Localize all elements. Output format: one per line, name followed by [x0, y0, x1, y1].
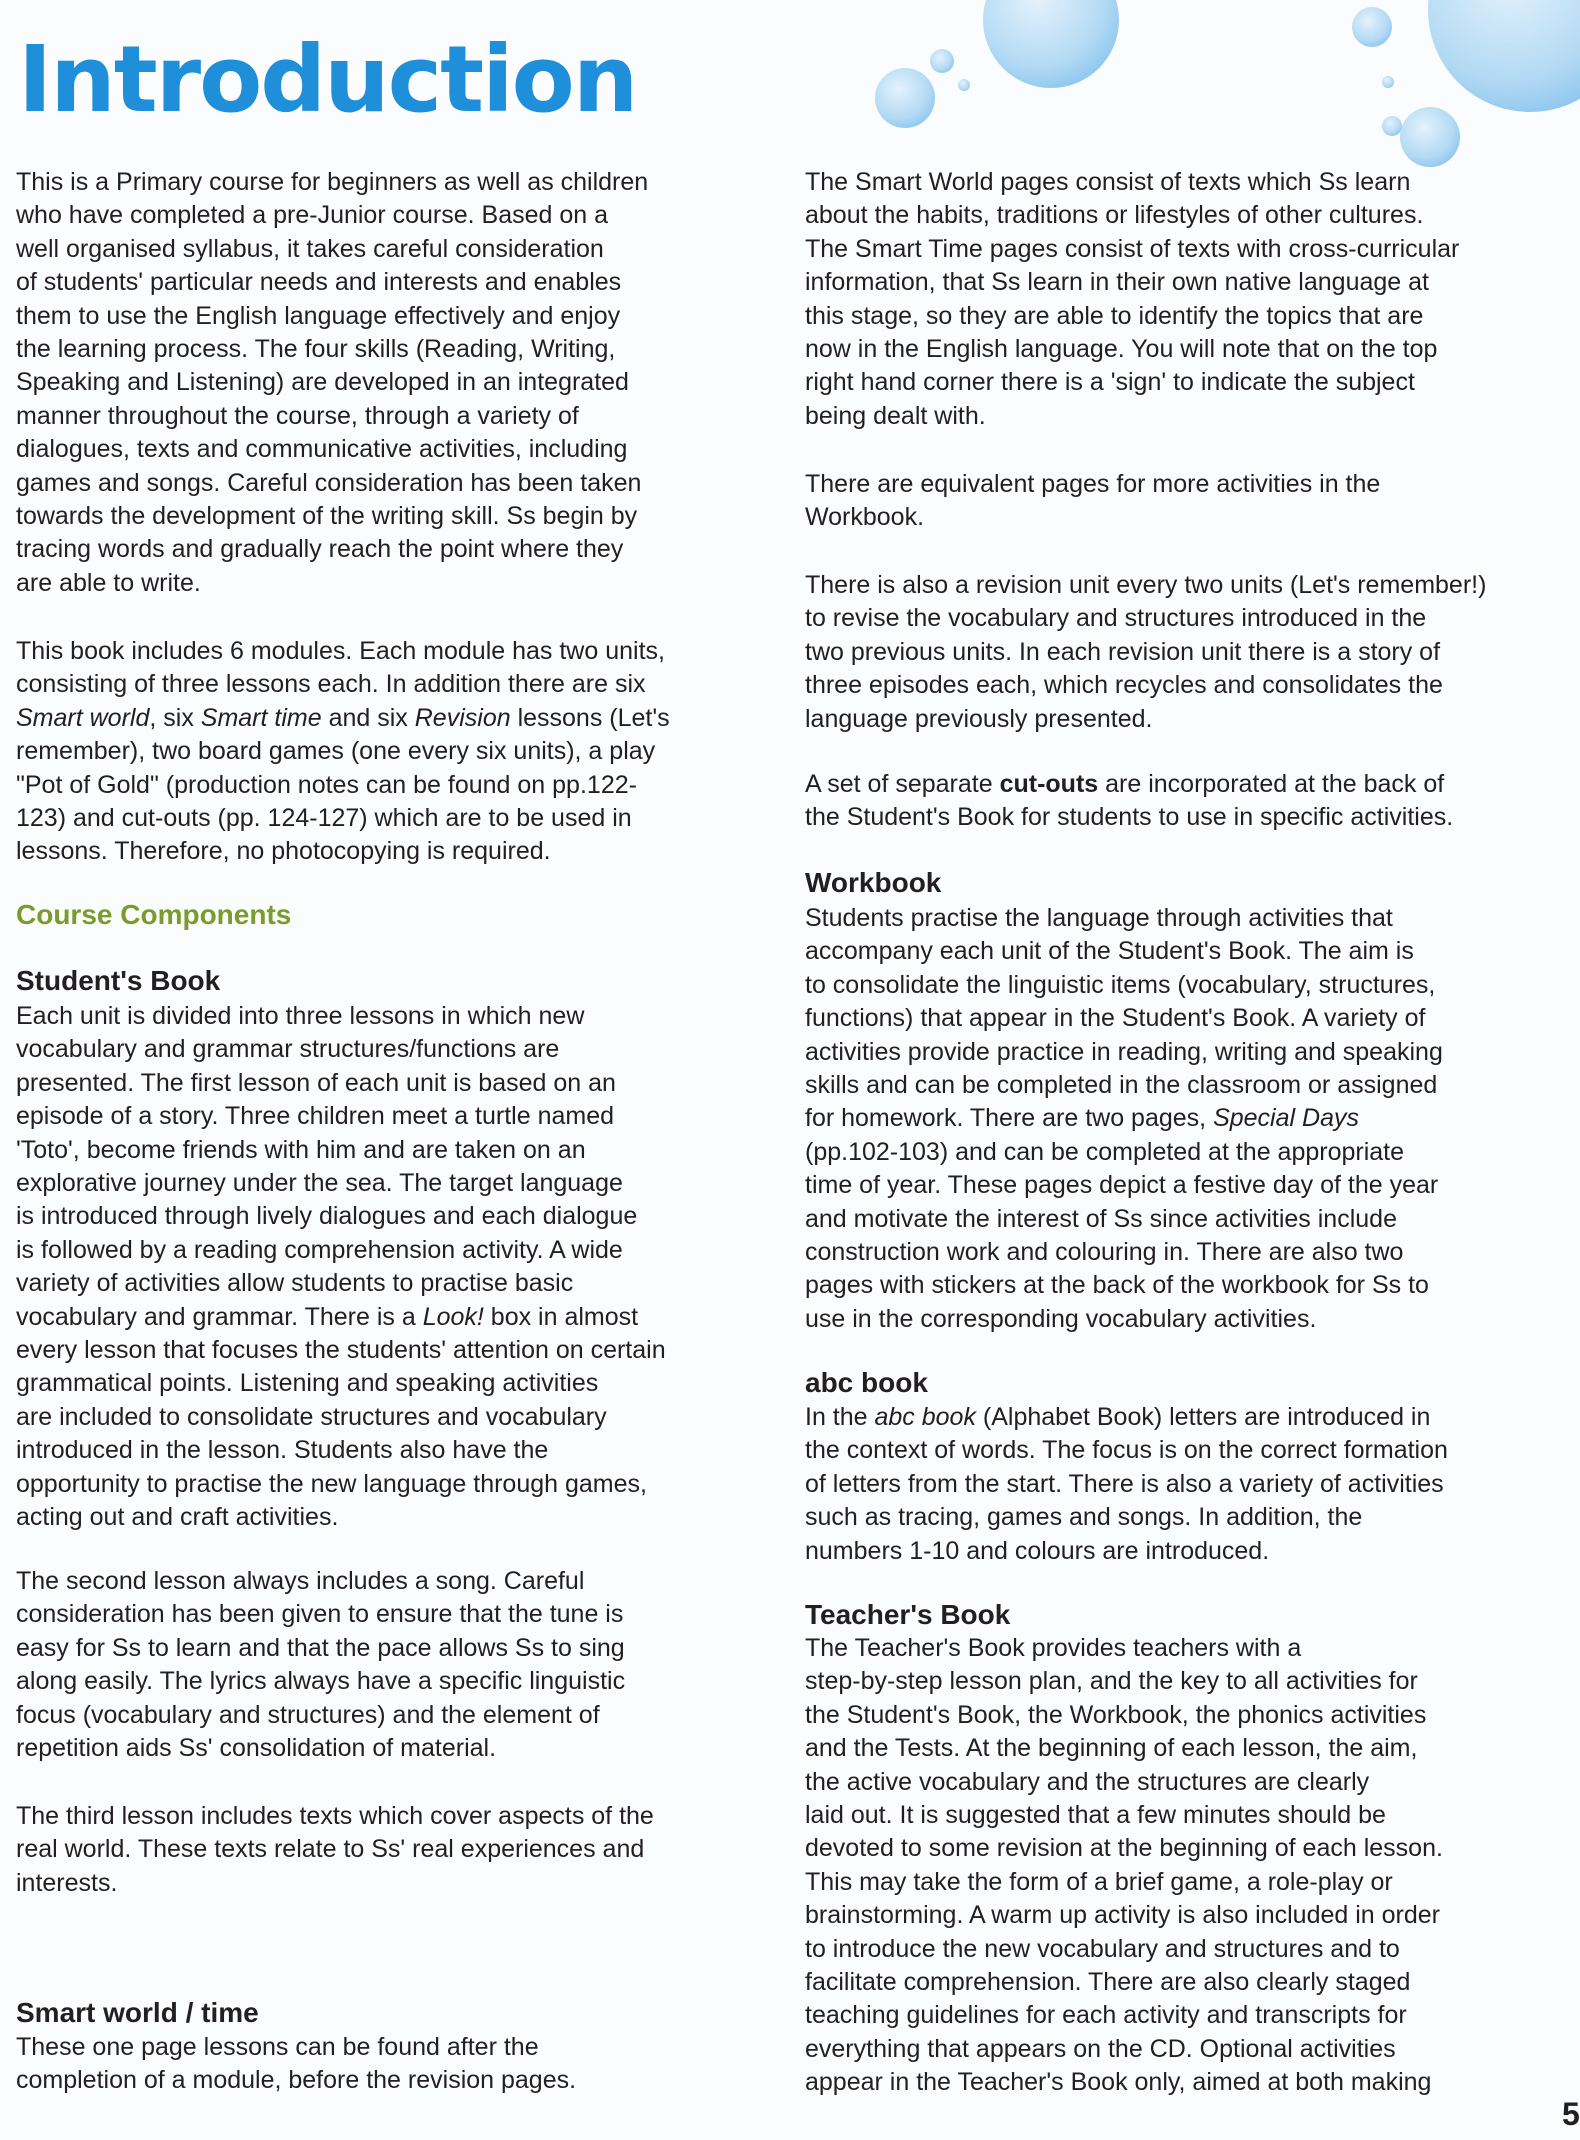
- text-line: manner throughout the course, through a variety of: [16, 401, 579, 430]
- text-line: easy for Ss to learn and that the pace allows Ss to sing: [16, 1633, 625, 1662]
- text-line: use in the corresponding vocabulary activities.: [805, 1304, 1317, 1333]
- modules-paragraph: [16, 635, 670, 869]
- text-segment: box in almost: [483, 1302, 639, 1331]
- teachers-book-paragraph: [805, 1632, 1443, 2100]
- text-line: time of year. These pages depict a festive day of the year: [805, 1171, 1439, 1200]
- text-segment: In the: [805, 1403, 875, 1431]
- text-line: to consolidate the linguistic items (vocabulary, structures,: [805, 970, 1436, 999]
- bubble: [875, 68, 935, 128]
- bold-text: cut-outs: [999, 770, 1099, 798]
- page-title: Introduction: [18, 26, 637, 133]
- text-line: laid out. It is suggested that a few minutes should be: [805, 1801, 1386, 1830]
- text-line: Students practise the language through activities that: [805, 904, 1393, 932]
- text-line: activities provide practice in reading, writing and speaking: [805, 1037, 1443, 1066]
- text-line: [805, 1102, 1443, 1135]
- text-line: numbers 1-10 and colours are introduced.: [805, 1536, 1270, 1565]
- text-line: There are equivalent pages for more activities in the: [805, 470, 1381, 498]
- text-line: of students' particular needs and interests and enables: [16, 268, 622, 297]
- equivalent-paragraph: [805, 468, 1380, 535]
- text-line: such as tracing, games and songs. In addition, the: [805, 1503, 1363, 1532]
- text-line: vocabulary and grammar structures/functions are: [16, 1035, 560, 1064]
- italic-text: Look!: [422, 1302, 484, 1331]
- text-line: dialogues, texts and communicative activities, including: [16, 435, 628, 464]
- text-line: games and songs. Careful consideration has been taken: [16, 468, 642, 497]
- text-line: pages with stickers at the back of the workbook for Ss to: [805, 1271, 1429, 1300]
- text-line: These one page lessons can be found after the: [16, 2033, 539, 2061]
- text-line: them to use the English language effectively and enjoy: [16, 301, 621, 330]
- abc-book-heading: abc book: [805, 1367, 928, 1398]
- bubble: [930, 49, 954, 73]
- smart-world-heading: Smart world / time: [16, 1997, 259, 2028]
- third-lesson-paragraph: [16, 1800, 654, 1900]
- text-segment: A set of separate: [805, 770, 1000, 798]
- text-line: and motivate the interest of Ss since activities include: [805, 1204, 1397, 1233]
- text-line: the active vocabulary and the structures are clearly: [805, 1767, 1370, 1796]
- text-line: tracing words and gradually reach the point where they: [16, 535, 624, 564]
- smart-pages-paragraph: [805, 166, 1459, 433]
- second-lesson-paragraph: [16, 1565, 625, 1765]
- text-line: Speaking and Listening) are developed in an integrated: [16, 368, 629, 397]
- text-line: towards the development of the writing skill. Ss begin by: [16, 502, 638, 531]
- text-line: This book includes 6 modules. Each module has two units,: [16, 637, 665, 665]
- text-segment: and six: [321, 703, 415, 732]
- text-line: The third lesson includes texts which cover aspects of the: [16, 1802, 654, 1830]
- cutouts-paragraph: [805, 768, 1453, 835]
- text-line: of letters from the start. There is also a variety of activities: [805, 1469, 1444, 1498]
- text-line: episode of a story. Three children meet a turtle named: [16, 1102, 615, 1131]
- text-line: focus (vocabulary and structures) and the element of: [16, 1700, 600, 1729]
- bubble: [1382, 76, 1394, 88]
- text-line: devoted to some revision at the beginning of each lesson.: [805, 1834, 1443, 1863]
- text-line: acting out and craft activities.: [16, 1503, 339, 1532]
- text-line: presented. The first lesson of each unit is based on an: [16, 1068, 616, 1097]
- text-line: along easily. The lyrics always have a specific linguistic: [16, 1667, 626, 1696]
- text-line: this stage, so they are able to identify the topics that are: [805, 301, 1424, 330]
- text-line: [805, 1401, 1448, 1434]
- text-line: language previously presented.: [805, 704, 1153, 733]
- text-line: about the habits, traditions or lifestyles of other cultures.: [805, 201, 1424, 230]
- text-line: repetition aids Ss' consolidation of material.: [16, 1734, 497, 1763]
- text-line: two previous units. In each revision unit there is a story of: [805, 637, 1441, 666]
- text-line: facilitate comprehension. There are also clearly staged: [805, 1968, 1411, 1997]
- italic-text: Revision: [414, 703, 511, 732]
- text-line: three episodes each, which recycles and consolidates the: [805, 671, 1443, 700]
- text-line: to introduce the new vocabulary and structures and to: [805, 1934, 1400, 1963]
- text-line: The Smart Time pages consist of texts with cross-curricular: [805, 234, 1460, 263]
- text-line: every lesson that focuses the students' attention on certain: [16, 1336, 666, 1365]
- text-line: This may take the form of a brief game, a role-play or: [805, 1867, 1393, 1896]
- text-line: real world. These texts relate to Ss' real experiences and: [16, 1835, 645, 1864]
- text-line: information, that Ss learn in their own native language at: [805, 268, 1429, 297]
- text-line: brainstorming. A warm up activity is also included in order: [805, 1901, 1441, 1930]
- text-line: The Smart World pages consist of texts which Ss learn: [805, 168, 1411, 196]
- text-line: accompany each unit of the Student's Book. The aim is: [805, 937, 1414, 966]
- text-line: construction work and colouring in. There are also two: [805, 1238, 1404, 1267]
- bubble: [1428, 0, 1580, 112]
- text-line: [16, 1301, 666, 1334]
- bubble: [958, 79, 970, 91]
- text-line: 'Toto', become friends with him and are taken on an: [16, 1135, 586, 1164]
- bubble: [1382, 116, 1402, 136]
- text-line: completion of a module, before the revision pages.: [16, 2066, 577, 2095]
- text-line: well organised syllabus, it takes careful consideration: [16, 234, 604, 263]
- text-segment: for homework. There are two pages,: [805, 1104, 1214, 1133]
- text-line: and the Tests. At the beginning of each lesson, the aim,: [805, 1734, 1418, 1763]
- italic-text: Smart time: [200, 703, 322, 732]
- text-line: everything that appears on the CD. Optional activities: [805, 2034, 1396, 2063]
- smart-world-paragraph: [16, 2031, 576, 2098]
- abc-book-paragraph: [805, 1401, 1448, 1568]
- students-book-heading: Student's Book: [16, 965, 221, 996]
- text-segment: are incorporated at the back of: [1098, 770, 1445, 798]
- text-line: The second lesson always includes a song. Careful: [16, 1567, 585, 1595]
- text-line: [805, 768, 1453, 801]
- text-line: functions) that appear in the Student's Book. A variety of: [805, 1004, 1426, 1033]
- text-line: is introduced through lively dialogues and each dialogue: [16, 1202, 638, 1231]
- text-line: teaching guidelines for each activity and transcripts for: [805, 2001, 1407, 2030]
- text-segment: , six: [149, 703, 201, 732]
- students-book-paragraph: [16, 1000, 666, 1535]
- text-segment: vocabulary and grammar. There is a: [16, 1302, 423, 1331]
- text-line: grammatical points. Listening and speaking activities: [16, 1369, 599, 1398]
- text-line: "Pot of Gold" (production notes can be found on pp.122-: [16, 770, 637, 799]
- text-line: variety of activities allow students to practise basic: [16, 1269, 574, 1298]
- text-line: Workbook.: [805, 503, 925, 532]
- text-line: the Student's Book for students to use in specific activities.: [805, 803, 1454, 832]
- text-line: who have completed a pre-Junior course. Based on a: [16, 201, 609, 230]
- text-segment: lessons (Let's: [510, 703, 670, 732]
- text-line: the learning process. The four skills (Reading, Writing,: [16, 335, 616, 364]
- text-line: remember), two board games (one every six units), a play: [16, 737, 656, 766]
- text-line: step-by-step lesson plan, and the key to all activities for: [805, 1667, 1418, 1696]
- text-line: This is a Primary course for beginners as well as children: [16, 168, 649, 196]
- course-components-heading: Course Components: [16, 899, 292, 930]
- text-line: There is also a revision unit every two units (Let's remember!): [805, 571, 1487, 599]
- text-line: 123) and cut-outs (pp. 124-127) which are to be used in: [16, 804, 632, 833]
- text-line: skills and can be completed in the classroom or assigned: [805, 1071, 1438, 1100]
- text-line: the Student's Book, the Workbook, the phonics activities: [805, 1700, 1427, 1729]
- text-line: to revise the vocabulary and structures introduced in the: [805, 604, 1427, 633]
- text-line: appear in the Teacher's Book only, aimed at both making: [805, 2068, 1432, 2097]
- text-line: (pp.102-103) and can be completed at the appropriate: [805, 1137, 1405, 1166]
- bubble: [1352, 7, 1392, 47]
- text-line: being dealt with.: [805, 401, 986, 430]
- text-line: the context of words. The focus is on the correct formation: [805, 1436, 1448, 1465]
- text-line: lessons. Therefore, no photocopying is required.: [16, 837, 551, 866]
- workbook-paragraph: [805, 902, 1443, 1336]
- revision-paragraph: [805, 569, 1486, 736]
- text-line: [16, 702, 670, 735]
- text-line: are included to consolidate structures and vocabulary: [16, 1402, 607, 1431]
- text-line: consisting of three lessons each. In addition there are six: [16, 670, 646, 699]
- text-line: Each unit is divided into three lessons in which new: [16, 1002, 585, 1030]
- text-line: opportunity to practise the new language through games,: [16, 1469, 647, 1498]
- text-line: introduced in the lesson. Students also have the: [16, 1436, 549, 1465]
- text-line: The Teacher's Book provides teachers with a: [805, 1634, 1302, 1662]
- bubble: [983, 0, 1119, 88]
- text-line: explorative journey under the sea. The target language: [16, 1169, 623, 1198]
- page-number: 5: [1562, 2096, 1580, 2132]
- intro-paragraph: [16, 166, 648, 600]
- text-line: consideration has been given to ensure that the tune is: [16, 1600, 624, 1629]
- bubble: [1400, 107, 1460, 167]
- italic-text: Special Days: [1213, 1104, 1359, 1133]
- italic-text: abc book: [874, 1403, 976, 1431]
- text-line: right hand corner there is a 'sign' to indicate the subject: [805, 368, 1415, 397]
- teachers-book-heading: Teacher's Book: [805, 1599, 1011, 1630]
- italic-text: Smart world: [16, 703, 150, 732]
- text-line: are able to write.: [16, 568, 201, 597]
- text-line: is followed by a reading comprehension activity. A wide: [16, 1235, 623, 1264]
- text-segment: (Alphabet Book) letters are introduced in: [975, 1403, 1431, 1431]
- workbook-heading: Workbook: [805, 867, 942, 898]
- text-line: interests.: [16, 1868, 118, 1897]
- text-line: now in the English language. You will note that on the top: [805, 335, 1438, 364]
